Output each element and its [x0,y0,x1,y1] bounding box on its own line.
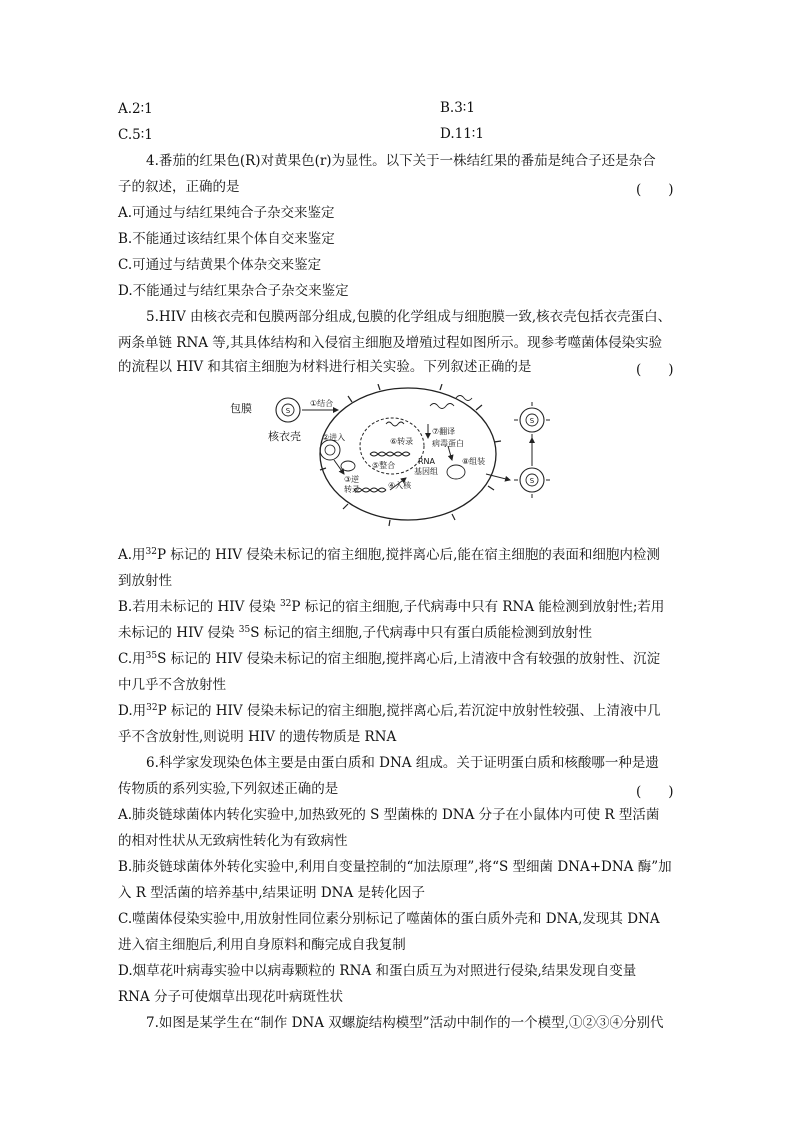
q5-option-a-line1: A.用$^{32}$P 标记的 HIV 侵染未标记的宿主细胞,搅拌离心后,能在宿主细胞的表面和细胞内检测 [118,547,660,563]
svg-text:S: S [529,417,535,425]
q5-option-d-line1: D.用$^{32}$P 标记的 HIV 侵染未标记的宿主细胞,搅拌离心后,若沉淀中放射性较强、上清液中几 [118,703,661,719]
viral-core [341,461,355,471]
q3-option-d: D.11∶1 [440,126,484,142]
q3-option-a: A.2∶1 [118,101,153,117]
cell-receptors [320,384,501,526]
q6-option-d-line1: D.烟草花叶病毒实验中以病毒颗粒的 RNA 和蛋白质互为对照进行侵染,结果发现自变量 [118,963,637,979]
q3-option-b: B.3∶1 [440,100,475,116]
svg-text:S: S [529,477,535,485]
label-nucleocapsid: 核衣壳 [268,430,301,443]
label-genome: 基因组 [414,467,438,476]
q6-option-c-line1: C.噬菌体侵染实验中,用放射性同位素分别标记了噬菌体的蛋白质外壳和 DNA,发现其 DNA [118,911,660,927]
q6-option-a-line2: 的相对性状从无致病性转化为有致病性 [118,833,348,849]
label-step2: ②进入 [322,433,346,442]
process-arrows [302,410,532,490]
q5-stem-line2: 两条单链 RNA 等,其具体结构和入侵宿主细胞及增殖过程如图所示。现参考噬菌体侵染实验 [118,335,663,351]
label-envelope: 包膜 [230,402,252,415]
label-step4: ④入核 [388,481,412,490]
q5-option-a-line2: 到放射性 [118,573,172,589]
q7-stem-line1: 7.如图是某学生在“制作 DNA 双螺旋结构模型”活动中制作的一个模型,①②③④分别代 [146,1015,664,1031]
viral-rna-strand [430,404,454,409]
q6-option-b-line2: 入 R 型活菌的培养基中,结果证明 DNA 是转化因子 [118,885,426,901]
label-step6: ⑥转录 [390,437,414,446]
label-rna: RNA [418,457,436,466]
q4-option-c: C.可通过与结黄果个体杂交来鉴定 [118,257,322,273]
label-step8: ⑧组装 [462,457,486,466]
q4-option-b: B.不能通过该结红果个体自交来鉴定 [118,231,335,247]
q6-stem-line1: 6.科学家发现染色体主要是由蛋白质和 DNA 组成。关于证明蛋白质和核酸哪一种是遗 [146,755,659,771]
q5-option-b-line2: 未标记的 HIV 侵染 $^{35}$S 标记的宿主细胞,子代病毒中只有蛋白质能检测到放射性 [118,625,593,641]
q5-option-b-line1: B.若用未标记的 HIV 侵染 $^{32}$P 标记的宿主细胞,子代病毒中只有 RNA 能检测到放射性;若用 [118,599,665,615]
label-step3a: ③逆 [344,475,360,484]
q5-option-c-line1: C.用$^{35}$S 标记的 HIV 侵染未标记的宿主细胞,搅拌离心后,上清液中含有较强的放射性、沉淀 [118,651,661,667]
label-step3b: 转录 [344,485,360,494]
q5-option-c-line2: 中几乎不含放射性 [118,677,226,693]
assembling-virion [447,465,465,479]
q6-option-b-line1: B.肺炎链球菌体外转化实验中,利用自变量控制的“加法原理”,将“S 型细菌 DNA+DNA 酶”加 [118,859,672,875]
q4-option-d: D.不能通过与结红果杂合子杂交来鉴定 [118,283,349,299]
q3-option-c: C.5∶1 [118,127,153,143]
host-cell-membrane [320,388,496,520]
q6-option-c-line2: 进入宿主细胞后,利用自身原料和酶完成自我复制 [118,937,406,953]
q6-answer-blank: ( ) [636,784,674,800]
q5-answer-blank: ( ) [636,362,674,378]
q4-stem-line1: 4.番茄的红果色(R)对黄果色(r)为显性。以下关于一株结红果的番茄是纯合子还是杂合 [146,153,656,169]
q4-answer-blank: ( ) [636,182,674,198]
q5-stem-line3: 的流程以 HIV 和其宿主细胞为材料进行相关实验。下列叙述正确的是 [118,359,532,375]
label-step5: ⑤整合 [372,461,396,470]
svg-text:S: S [285,407,291,415]
label-viral-protein: 病毒蛋白 [432,439,464,448]
q4-option-a: A.可通过与结红果纯合子杂交来鉴定 [118,205,335,221]
q5-stem-line1: 5.HIV 由核衣壳和包膜两部分组成,包膜的化学组成与细胞膜一致,核衣壳包括衣壳蛋白、 [146,309,672,325]
label-step1: ①结合 [310,399,334,408]
q4-stem-line2: 子的叙述，正确的是 [118,179,240,195]
q6-stem-line2: 传物质的系列实验,下列叙述正确的是 [118,781,339,797]
q6-option-a-line1: A.肺炎链球菌体内转化实验中,加热致死的 S 型菌株的 DNA 分子在小鼠体内可使 R 型活菌 [118,807,660,823]
hiv-infection-diagram [230,384,570,534]
label-step7: ⑦翻译 [432,427,456,436]
q6-option-d-line2: RNA 分子可使烟草出现花叶病斑性状 [118,989,344,1005]
hiv-virion-entering [320,440,340,460]
q5-option-d-line2: 乎不含放射性,则说明 HIV 的遗传物质是 RNA [118,729,397,745]
